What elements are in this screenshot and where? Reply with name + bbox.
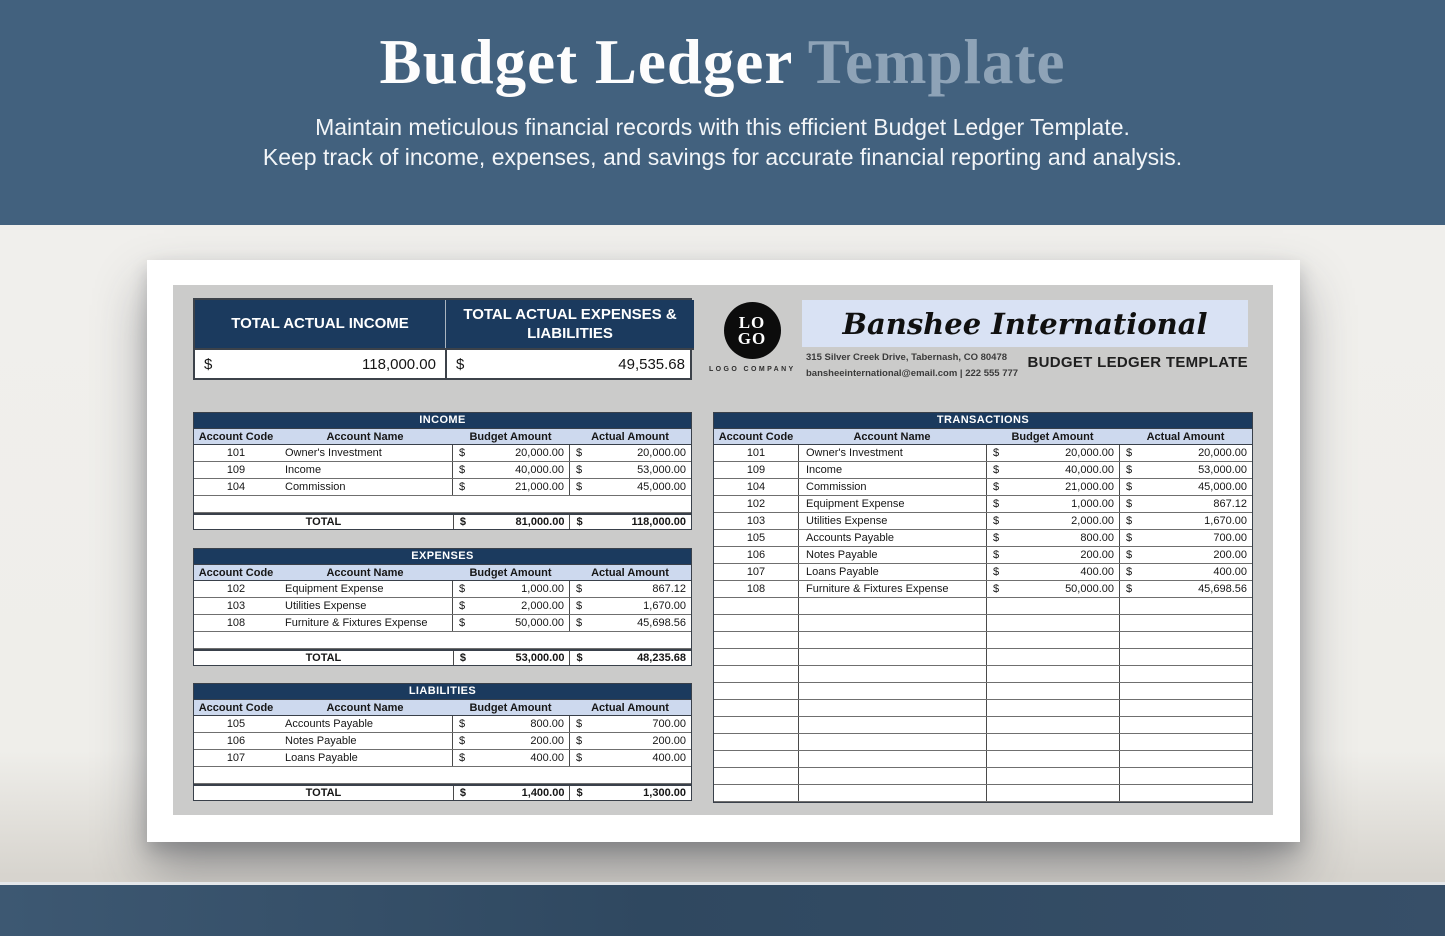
empty-row bbox=[714, 717, 1252, 734]
transactions-rows bbox=[713, 445, 1253, 598]
table-row: 108 Furniture & Fixtures Expense $ 50,000.00 $ 45,698.56 bbox=[194, 615, 691, 632]
table-row: 103 Utilities Expense $ 2,000.00 $ 1,670.00 bbox=[714, 513, 1252, 530]
liabilities-column-headers bbox=[193, 699, 692, 716]
liabilities-total-row: TOTAL $ 1,400.00 $ 1,300.00 bbox=[193, 784, 692, 801]
expenses-rows bbox=[193, 581, 692, 649]
col-budget-amount: Budget Amount bbox=[469, 430, 552, 443]
currency-symbol: $ bbox=[576, 718, 583, 730]
empty-row bbox=[714, 649, 1252, 666]
summary-totals-table bbox=[193, 298, 692, 380]
currency-symbol: $ bbox=[576, 464, 583, 476]
subtitle-line-2: Keep track of income, expenses, and savings for accurate financial reporting and analysis. bbox=[262, 144, 1183, 170]
currency-symbol: $ bbox=[1126, 515, 1133, 527]
logo-circle-icon: LO GO bbox=[724, 302, 781, 359]
table-row: 106 Notes Payable $ 200.00 $ 200.00 bbox=[714, 547, 1252, 564]
table-row: 102 Equipment Expense $ 1,000.00 $ 867.12 bbox=[714, 496, 1252, 513]
table-row: 105 Accounts Payable $ 800.00 $ 700.00 bbox=[714, 530, 1252, 547]
currency-symbol: $ bbox=[576, 617, 583, 629]
page-title-secondary: Template bbox=[807, 27, 1066, 97]
table-row: 101 Owner's Investment $ 20,000.00 $ 20,000.00 bbox=[194, 445, 691, 462]
currency-symbol: $ bbox=[459, 447, 466, 459]
currency-symbol: $ bbox=[576, 752, 583, 764]
table-row: 106 Notes Payable $ 200.00 $ 200.00 bbox=[194, 733, 691, 750]
empty-row bbox=[714, 632, 1252, 649]
transactions-table-title: TRANSACTIONS bbox=[713, 412, 1253, 428]
total-label: TOTAL bbox=[305, 787, 342, 799]
currency-symbol: $ bbox=[993, 532, 1000, 544]
transactions-empty-rows bbox=[713, 598, 1253, 803]
currency-symbol: $ bbox=[204, 355, 213, 373]
currency-symbol: $ bbox=[576, 481, 583, 493]
preview-stage bbox=[0, 225, 1445, 882]
income-column-headers bbox=[193, 428, 692, 445]
currency-symbol: $ bbox=[1126, 566, 1133, 578]
total-label: TOTAL bbox=[305, 516, 342, 528]
col-account-code: Account Code bbox=[198, 701, 274, 714]
blank-row bbox=[194, 496, 691, 513]
liabilities-rows bbox=[193, 716, 692, 784]
company-name-band: Banshee International bbox=[802, 300, 1248, 347]
total-actual-income-header: TOTAL ACTUAL INCOME bbox=[195, 300, 445, 348]
currency-symbol: $ bbox=[1126, 583, 1133, 595]
footer-band bbox=[0, 882, 1445, 936]
col-account-name: Account Name bbox=[326, 430, 404, 443]
col-account-name: Account Name bbox=[326, 701, 404, 714]
currency-symbol: $ bbox=[459, 600, 466, 612]
page-title bbox=[0, 0, 1445, 99]
currency-symbol: $ bbox=[576, 516, 583, 528]
col-account-code: Account Code bbox=[198, 566, 274, 579]
hero-banner bbox=[0, 0, 1445, 225]
col-account-code: Account Code bbox=[198, 430, 274, 443]
currency-symbol: $ bbox=[993, 549, 1000, 561]
col-account-code: Account Code bbox=[718, 430, 794, 443]
company-logo bbox=[709, 302, 795, 373]
currency-symbol: $ bbox=[1126, 549, 1133, 561]
empty-row bbox=[714, 615, 1252, 632]
blank-row bbox=[194, 632, 691, 649]
empty-row bbox=[714, 666, 1252, 683]
currency-symbol: $ bbox=[459, 718, 466, 730]
total-actual-expenses-value: $ 49,535.68 bbox=[445, 348, 694, 378]
table-row: 103 Utilities Expense $ 2,000.00 $ 1,670.00 bbox=[194, 598, 691, 615]
expenses-table bbox=[193, 548, 692, 666]
empty-row bbox=[714, 683, 1252, 700]
currency-symbol: $ bbox=[576, 787, 583, 799]
table-row: 104 Commission $ 21,000.00 $ 45,000.00 bbox=[194, 479, 691, 496]
empty-row bbox=[714, 598, 1252, 615]
total-label: TOTAL bbox=[305, 652, 342, 664]
company-address: 315 Silver Creek Drive, Tabernash, CO 80478 bbox=[806, 352, 1008, 363]
table-row: 109 Income $ 40,000.00 $ 53,000.00 bbox=[714, 462, 1252, 479]
currency-symbol: $ bbox=[1126, 498, 1133, 510]
currency-symbol: $ bbox=[993, 566, 1000, 578]
empty-row bbox=[714, 768, 1252, 785]
currency-symbol: $ bbox=[1126, 481, 1133, 493]
expenses-column-headers bbox=[193, 564, 692, 581]
table-row: 107 Loans Payable $ 400.00 $ 400.00 bbox=[194, 750, 691, 767]
currency-symbol: $ bbox=[576, 447, 583, 459]
col-budget-amount: Budget Amount bbox=[469, 566, 552, 579]
col-actual-amount: Actual Amount bbox=[591, 701, 669, 714]
table-row: 108 Furniture & Fixtures Expense $ 50,000.00 $ 45,698.56 bbox=[714, 581, 1252, 598]
empty-row bbox=[714, 734, 1252, 751]
currency-symbol: $ bbox=[459, 481, 466, 493]
currency-symbol: $ bbox=[993, 583, 1000, 595]
company-email-phone: bansheeinternational@email.com | 222 555 777 bbox=[806, 368, 1019, 379]
total-actual-expenses-header: TOTAL ACTUAL EXPENSES & LIABILITIES bbox=[445, 300, 694, 348]
currency-symbol: $ bbox=[993, 481, 1000, 493]
logo-caption: LOGO COMPANY bbox=[709, 366, 796, 373]
currency-symbol: $ bbox=[456, 355, 465, 373]
col-actual-amount: Actual Amount bbox=[591, 566, 669, 579]
currency-symbol: $ bbox=[459, 787, 467, 799]
currency-symbol: $ bbox=[459, 516, 467, 528]
liabilities-table-title: LIABILITIES bbox=[193, 683, 692, 699]
income-table bbox=[193, 412, 692, 530]
expenses-table-title: EXPENSES bbox=[193, 548, 692, 564]
currency-symbol: $ bbox=[1126, 447, 1133, 459]
total-actual-income-value: $ 118,000.00 bbox=[195, 348, 445, 378]
col-budget-amount: Budget Amount bbox=[1011, 430, 1094, 443]
page-subtitle bbox=[0, 112, 1445, 172]
col-account-name: Account Name bbox=[853, 430, 931, 443]
currency-symbol: $ bbox=[459, 464, 466, 476]
currency-symbol: $ bbox=[576, 600, 583, 612]
currency-symbol: $ bbox=[576, 735, 583, 747]
currency-symbol: $ bbox=[576, 652, 583, 664]
currency-symbol: $ bbox=[459, 752, 466, 764]
page-title-primary: Budget Ledger bbox=[379, 27, 793, 97]
col-actual-amount: Actual Amount bbox=[591, 430, 669, 443]
currency-symbol: $ bbox=[1126, 532, 1133, 544]
subtitle-line-1: Maintain meticulous financial records with this efficient Budget Ledger Template. bbox=[315, 114, 1130, 140]
document-card bbox=[147, 260, 1300, 842]
liabilities-table bbox=[193, 683, 692, 801]
table-row: 109 Income $ 40,000.00 $ 53,000.00 bbox=[194, 462, 691, 479]
currency-symbol: $ bbox=[1126, 464, 1133, 476]
table-row: 102 Equipment Expense $ 1,000.00 $ 867.12 bbox=[194, 581, 691, 598]
currency-symbol: $ bbox=[576, 583, 583, 595]
spreadsheet-panel bbox=[173, 285, 1273, 815]
document-title: BUDGET LEDGER TEMPLATE bbox=[1027, 354, 1248, 371]
col-account-name: Account Name bbox=[326, 566, 404, 579]
currency-symbol: $ bbox=[993, 447, 1000, 459]
income-table-title: INCOME bbox=[193, 412, 692, 428]
transactions-column-headers bbox=[713, 428, 1253, 445]
table-row: 107 Loans Payable $ 400.00 $ 400.00 bbox=[714, 564, 1252, 581]
table-row: 105 Accounts Payable $ 800.00 $ 700.00 bbox=[194, 716, 691, 733]
empty-row bbox=[714, 751, 1252, 768]
transactions-table bbox=[713, 412, 1253, 803]
blank-row bbox=[194, 767, 691, 784]
expenses-total-row: TOTAL $ 53,000.00 $ 48,235.68 bbox=[193, 649, 692, 666]
currency-symbol: $ bbox=[459, 652, 467, 664]
income-total-row: TOTAL $ 81,000.00 $ 118,000.00 bbox=[193, 513, 692, 530]
currency-symbol: $ bbox=[993, 464, 1000, 476]
currency-symbol: $ bbox=[993, 498, 1000, 510]
col-actual-amount: Actual Amount bbox=[1146, 430, 1225, 443]
currency-symbol: $ bbox=[459, 735, 466, 747]
empty-row bbox=[714, 700, 1252, 717]
currency-symbol: $ bbox=[459, 583, 466, 595]
income-rows bbox=[193, 445, 692, 513]
currency-symbol: $ bbox=[993, 515, 1000, 527]
currency-symbol: $ bbox=[459, 617, 466, 629]
col-budget-amount: Budget Amount bbox=[469, 701, 552, 714]
table-row: 101 Owner's Investment $ 20,000.00 $ 20,000.00 bbox=[714, 445, 1252, 462]
empty-row bbox=[714, 785, 1252, 802]
table-row: 104 Commission $ 21,000.00 $ 45,000.00 bbox=[714, 479, 1252, 496]
